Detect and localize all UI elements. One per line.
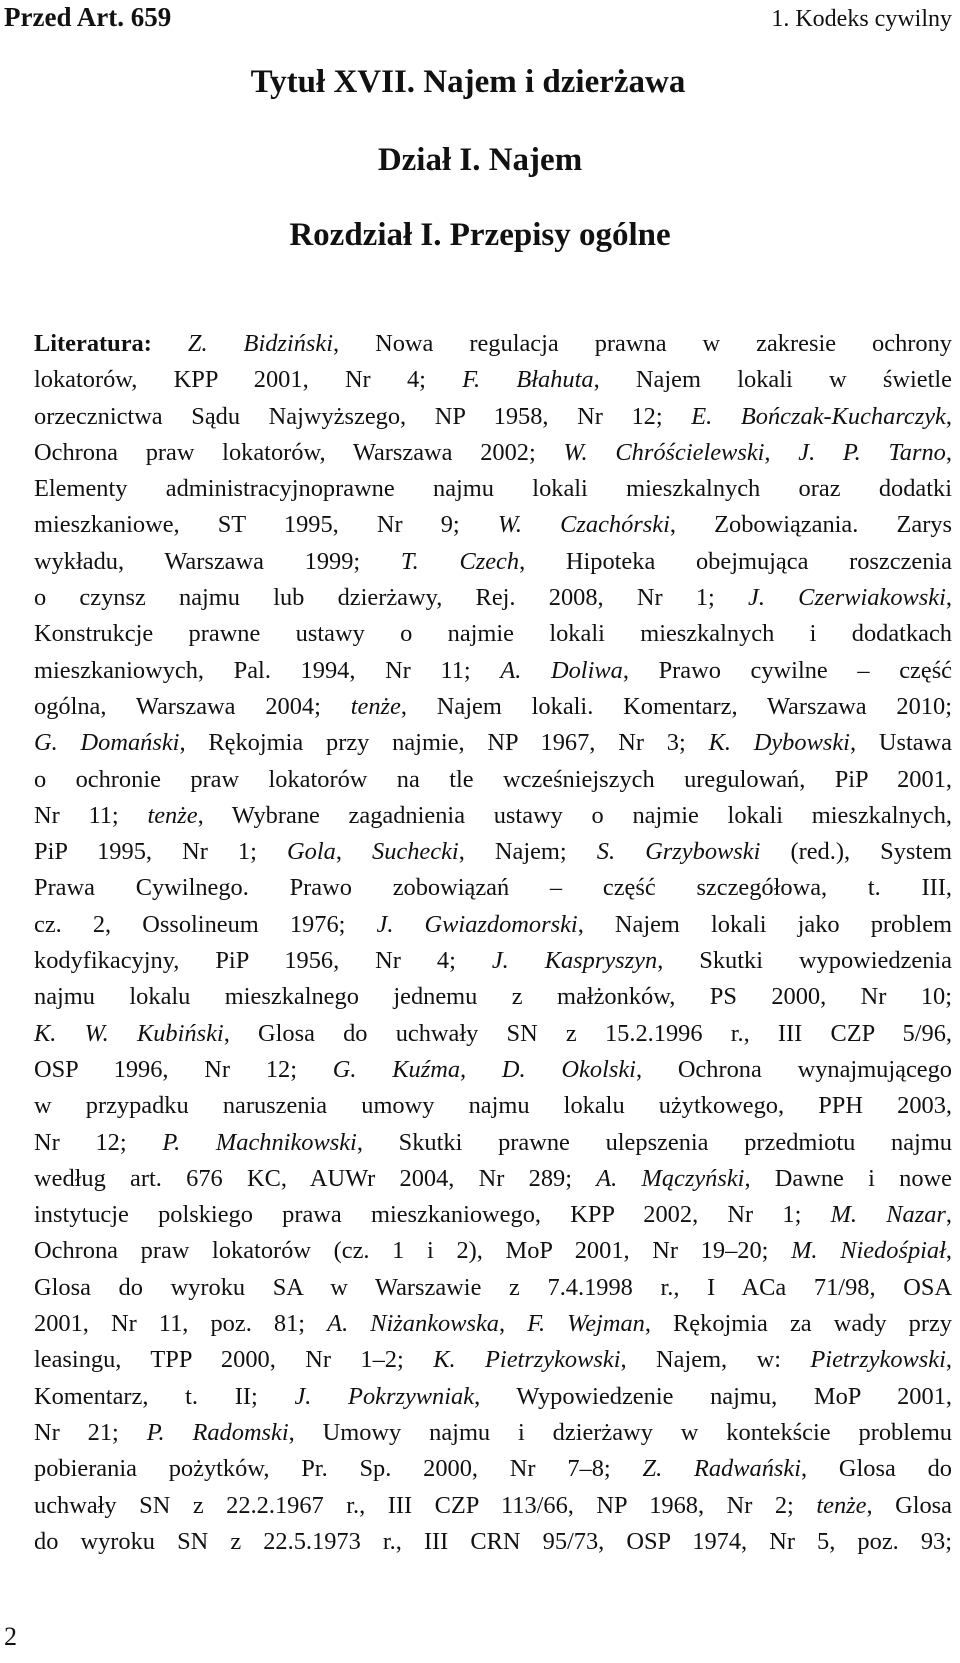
literature-line: Ochrona praw lokatorów, Warszawa 2002; W. Chróścielewski, J. P. Tarno, — [34, 438, 952, 466]
running-head-article: Przed Art. 659 — [4, 2, 172, 32]
literature-line: do wyroku SN z 22.5.1973 r., III CRN 95/73, OSP 1974, Nr 5, poz. 93; — [34, 1527, 952, 1555]
literature-line: najmu lokalu mieszkalnego jednemu z małżonków, PS 2000, Nr 10; — [34, 983, 952, 1011]
literature-line: instytucje polskiego prawa mieszkaniowego, KPP 2002, Nr 1; M. Nazar, — [34, 1201, 952, 1229]
literature-line: K. W. Kubiński, Glosa do uchwały SN z 15.2.1996 r., III CZP 5/96, — [34, 1019, 952, 1047]
literature-line: Glosa do wyroku SA w Warszawie z 7.4.1998 r., I ACa 71/98, OSA — [34, 1273, 952, 1301]
literature-line: OSP 1996, Nr 12; G. Kuźma, D. Okolski, Ochrona wynajmującego — [34, 1055, 953, 1083]
literature-line: o ochronie praw lokatorów na tle wcześniejszych uregulowań, PiP 2001, — [34, 765, 952, 793]
title-heading: Tytuł XVII. Najem i dzierżawa — [250, 64, 686, 100]
literature-line: kodyfikacyjny, PiP 1956, Nr 4; J. Kaspryszyn, Skutki wypowiedzenia — [34, 947, 952, 975]
chapter-heading: Rozdział I. Przepisy ogólne — [289, 217, 671, 253]
literature-line: według art. 676 KC, AUWr 2004, Nr 289; A. Mączyński, Dawne i nowe — [34, 1164, 952, 1192]
literature-line: Literatura: Z. Bidziński, Nowa regulacja prawna w zakresie ochrony — [34, 330, 952, 357]
literature-line: Elementy administracyjnoprawne najmu lokali mieszkalnych oraz dodatki — [34, 475, 952, 503]
literature-line: o czynsz najmu lub dzierżawy, Rej. 2008, Nr 1; J. Czerwiakowski, — [34, 584, 952, 612]
literature-line: mieszkaniowe, ST 1995, Nr 9; W. Czachórski, Zobowiązania. Zarys — [34, 511, 953, 539]
literature-line: Nr 11; tenże, Wybrane zagadnienia ustawy o najmie lokali mieszkalnych, — [34, 801, 952, 829]
division-heading: Dział I. Najem — [377, 142, 583, 178]
running-head-code: 1. Kodeks cywilny — [771, 6, 952, 32]
literature-line: Komentarz, t. II; J. Pokrzywniak, Wypowiedzenie najmu, MoP 2001, — [34, 1382, 952, 1410]
literature-line: leasingu, TPP 2000, Nr 1–2; K. Pietrzykowski, Najem, w: Pietrzykowski, — [34, 1346, 952, 1374]
page-number: 2 — [4, 1622, 17, 1651]
literature-line: uchwały SN z 22.2.1967 r., III CZP 113/66, NP 1968, Nr 2; tenże, Glosa — [34, 1491, 952, 1519]
literature-line: Nr 21; P. Radomski, Umowy najmu i dzierżawy w kontekście problemu — [34, 1418, 952, 1446]
literature-line: pobierania pożytków, Pr. Sp. 2000, Nr 7–8; Z. Radwański, Glosa do — [34, 1455, 952, 1483]
literature-block — [34, 326, 952, 1560]
literature-line: Ochrona praw lokatorów (cz. 1 i 2), MoP 2001, Nr 19–20; M. Niedośpiał, — [34, 1237, 952, 1265]
literature-line: orzecznictwa Sądu Najwyższego, NP 1958, Nr 12; E. Bończak-Kucharczyk, — [34, 402, 952, 430]
literature-line: 2001, Nr 11, poz. 81; A. Niżankowska, F. Wejman, Rękojmia za wady przy — [34, 1310, 952, 1338]
literature-line: mieszkaniowych, Pal. 1994, Nr 11; A. Doliwa, Prawo cywilne – część — [34, 656, 953, 684]
literature-line: G. Domański, Rękojmia przy najmie, NP 1967, Nr 3; K. Dybowski, Ustawa — [34, 729, 952, 757]
literature-line: Prawa Cywilnego. Prawo zobowiązań – część szczegółowa, t. III, — [34, 874, 952, 902]
literature-line: wykładu, Warszawa 1999; T. Czech, Hipoteka obejmująca roszczenia — [34, 547, 952, 575]
literature-line: Nr 12; P. Machnikowski, Skutki prawne ulepszenia przedmiotu najmu — [34, 1128, 952, 1156]
literature-line: PiP 1995, Nr 1; Gola, Suchecki, Najem; S. Grzybowski (red.), System — [34, 838, 952, 866]
literature-line: cz. 2, Ossolineum 1976; J. Gwiazdomorski, Najem lokali jako problem — [34, 910, 953, 938]
literature-label: Literatura: — [34, 330, 152, 357]
literature-line: lokatorów, KPP 2001, Nr 4; F. Błahuta, Najem lokali w świetle — [34, 366, 953, 394]
literature-line: Konstrukcje prawne ustawy o najmie lokali mieszkalnych i dodatkach — [34, 620, 952, 648]
literature-line: ogólna, Warszawa 2004; tenże, Najem lokali. Komentarz, Warszawa 2010; — [34, 692, 952, 720]
literature-line: w przypadku naruszenia umowy najmu lokalu użytkowego, PPH 2003, — [34, 1092, 952, 1120]
